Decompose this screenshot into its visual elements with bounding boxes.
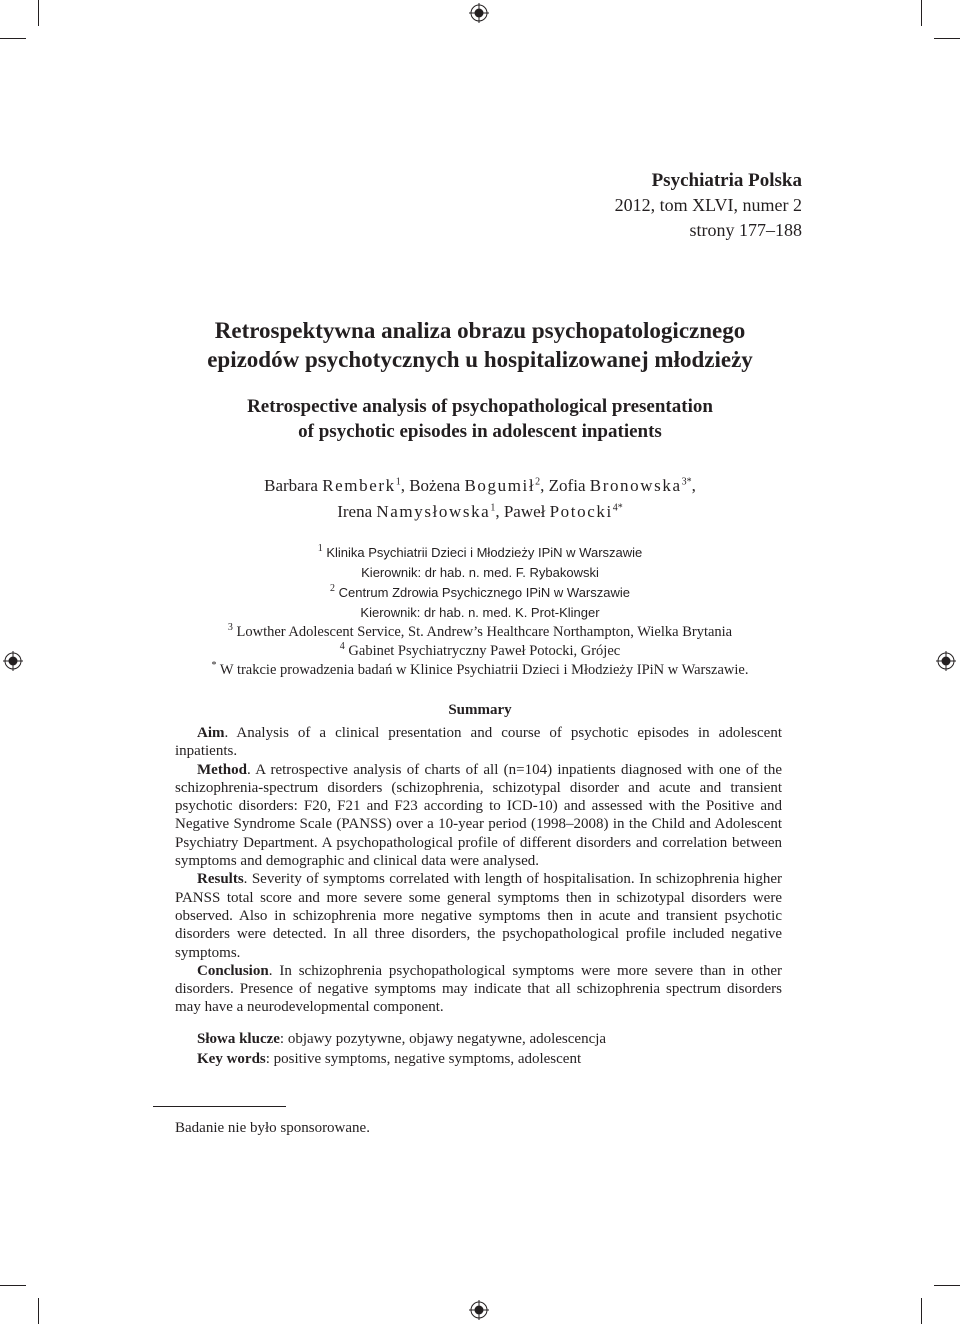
author-line-1: Barbara Remberk$^1$, Bożena Bogumił$^2$, Zofia Bronowska$^{3*}$, xyxy=(264,476,696,495)
keywords-pl-text: : objawy pozytywne, objawy negatywne, adolescencja xyxy=(279,1031,607,1047)
affiliation-mark: 1 xyxy=(317,543,323,555)
author-affiliation-mark: 4* xyxy=(612,502,623,514)
affiliation-text: W trakcie prowadzenia badań w Klinice Psychiatrii Dzieci i Młodzieży IPiN w Warszawie. xyxy=(219,662,749,678)
crop-mark-bottom-left-v xyxy=(38,1298,39,1324)
keywords-block xyxy=(197,1029,606,1069)
results-label: Results xyxy=(197,871,244,888)
title-en-line-1: Retrospective analysis of psychopathological presentation xyxy=(247,396,713,417)
crop-mark-bottom-right-v xyxy=(921,1298,922,1324)
conclusion-text: . In schizophrenia psychopathological symptoms were more severe than in other disorders. Presence of negative symptoms may indicate that all schizophrenia spectrum disorders may have a neurodevelopmental component. xyxy=(175,962,782,1016)
title-pl-line-1: Retrospektywna analiza obrazu psychopatologicznego xyxy=(214,318,746,343)
results-text: . Severity of symptoms correlated with length of hospitalisation. In schizophrenia higher PANSS total score and more severe some general symptoms then in schizotypal disorders were observed. Also in schizophrenia more negative symptoms then in acute and transient psychotic disorders were detected. In all three disorders, the psychopathological profile included negative symptoms. xyxy=(175,871,782,961)
author-affiliation-mark: 1 xyxy=(490,502,496,514)
crop-mark-top-right-h xyxy=(934,38,960,39)
registration-mark-icon xyxy=(469,3,489,23)
title-pl-line-2: epizodów psychotycznych u hospitalizowanej młodzieży xyxy=(207,347,753,372)
author-last-name: Namysłowska xyxy=(376,502,491,521)
method-text: . A retrospective analysis of charts of all (n=104) inpatients diagnosed with one of the schizophrenia-spectrum disorders (schizophrenia, schizotypal disorder and acute and transient psychotic disorders: F20, F21 and F23 according to ICD-10) and assessed with the Positive and Negative Syndrome Scale (PANSS) over a 10-year period (1998–2008) in the Child and Adolescent Psychiatry Department. A psychopathological profile of different disorders and correlation between symptoms and demographic and clinical data were analysed. xyxy=(175,761,782,870)
footnote: Badanie nie było sponsorowane. xyxy=(175,1120,370,1136)
affiliation-1-head xyxy=(0,563,960,583)
affiliation-1 xyxy=(0,543,960,563)
affiliation-mark: * xyxy=(211,660,217,672)
affiliation-mark: 3 xyxy=(227,622,233,634)
method-label: Method xyxy=(197,761,247,778)
affiliation-2 xyxy=(0,583,960,603)
keywords-en-text: : positive symptoms, negative symptoms, adolescent xyxy=(265,1051,582,1067)
affiliation-mark: 4 xyxy=(339,641,345,653)
affiliation-2-head xyxy=(0,603,960,623)
affiliation-text: Klinika Psychiatrii Dzieci i Młodzieży IPiN w Warszawie xyxy=(326,545,643,560)
keywords-english xyxy=(197,1049,606,1069)
abstract-aim xyxy=(175,724,782,761)
abstract-conclusion xyxy=(175,962,782,1017)
abstract-method xyxy=(175,761,782,871)
abstract-body xyxy=(175,724,782,1017)
journal-pages: strony 177–188 xyxy=(689,220,802,240)
author-line-2: Irena Namysłowska$^1$, Paweł Potocki$^{4*}$ xyxy=(337,502,623,521)
abstract-results xyxy=(175,870,782,961)
author-affiliation-mark: 2 xyxy=(535,476,541,488)
affiliation-head-text: Kierownik: dr hab. n. med. K. Prot-Klinger xyxy=(360,605,600,620)
author-first-name: Paweł xyxy=(503,502,546,521)
author-first-name: Bożena xyxy=(409,476,461,495)
article-title-polish xyxy=(0,316,960,374)
crop-mark-top-left-h xyxy=(0,38,26,39)
keywords-en-label: Key words xyxy=(197,1051,266,1067)
keywords-pl-label: Słowa klucze xyxy=(197,1031,280,1047)
crop-mark-bottom-left-h xyxy=(0,1285,26,1286)
affiliation-3 xyxy=(0,623,960,642)
author-first-name: Barbara xyxy=(264,476,318,495)
author-last-name: Bogumił xyxy=(464,476,536,495)
affiliation-mark: 2 xyxy=(329,583,335,595)
author-last-name: Potocki xyxy=(549,502,613,521)
crop-mark-top-right-v xyxy=(921,0,922,26)
affiliation-text: Centrum Zdrowia Psychicznego IPiN w Warszawie xyxy=(338,585,630,600)
affiliation-list xyxy=(0,543,960,680)
crop-mark-top-left-v xyxy=(38,0,39,26)
author-last-name: Bronowska xyxy=(589,476,682,495)
affiliation-4 xyxy=(0,642,960,661)
footnote-rule xyxy=(153,1106,286,1107)
registration-mark-icon xyxy=(469,1300,489,1320)
author-affiliation-mark: 3* xyxy=(681,476,692,488)
affiliation-text: Lowther Adolescent Service, St. Andrew’s Healthcare Northampton, Wielka Brytania xyxy=(236,624,733,640)
author-list xyxy=(0,473,960,525)
affiliation-head-text: Kierownik: dr hab. n. med. F. Rybakowski xyxy=(361,565,599,580)
affiliation-note xyxy=(0,661,960,680)
conclusion-label: Conclusion xyxy=(197,962,269,979)
journal-header xyxy=(615,168,802,243)
aim-label: Aim xyxy=(197,725,225,741)
title-en-line-2: of psychotic episodes in adolescent inpatients xyxy=(298,421,662,442)
author-first-name: Zofia xyxy=(548,476,586,495)
journal-name: Psychiatria Polska xyxy=(651,170,802,191)
journal-issue: 2012, tom XLVI, numer 2 xyxy=(614,195,802,215)
aim-text: . Analysis of a clinical presentation and course of psychotic episodes in adolescent inpatients. xyxy=(175,725,782,760)
author-affiliation-mark: 1 xyxy=(395,476,401,488)
author-last-name: Remberk xyxy=(322,476,396,495)
crop-mark-bottom-right-h xyxy=(934,1285,960,1286)
keywords-polish xyxy=(197,1029,606,1049)
affiliation-text: Gabinet Psychiatryczny Paweł Potocki, Grójec xyxy=(348,643,621,659)
article-title-english xyxy=(0,394,960,444)
author-first-name: Irena xyxy=(337,502,373,521)
summary-heading: Summary xyxy=(448,702,512,718)
